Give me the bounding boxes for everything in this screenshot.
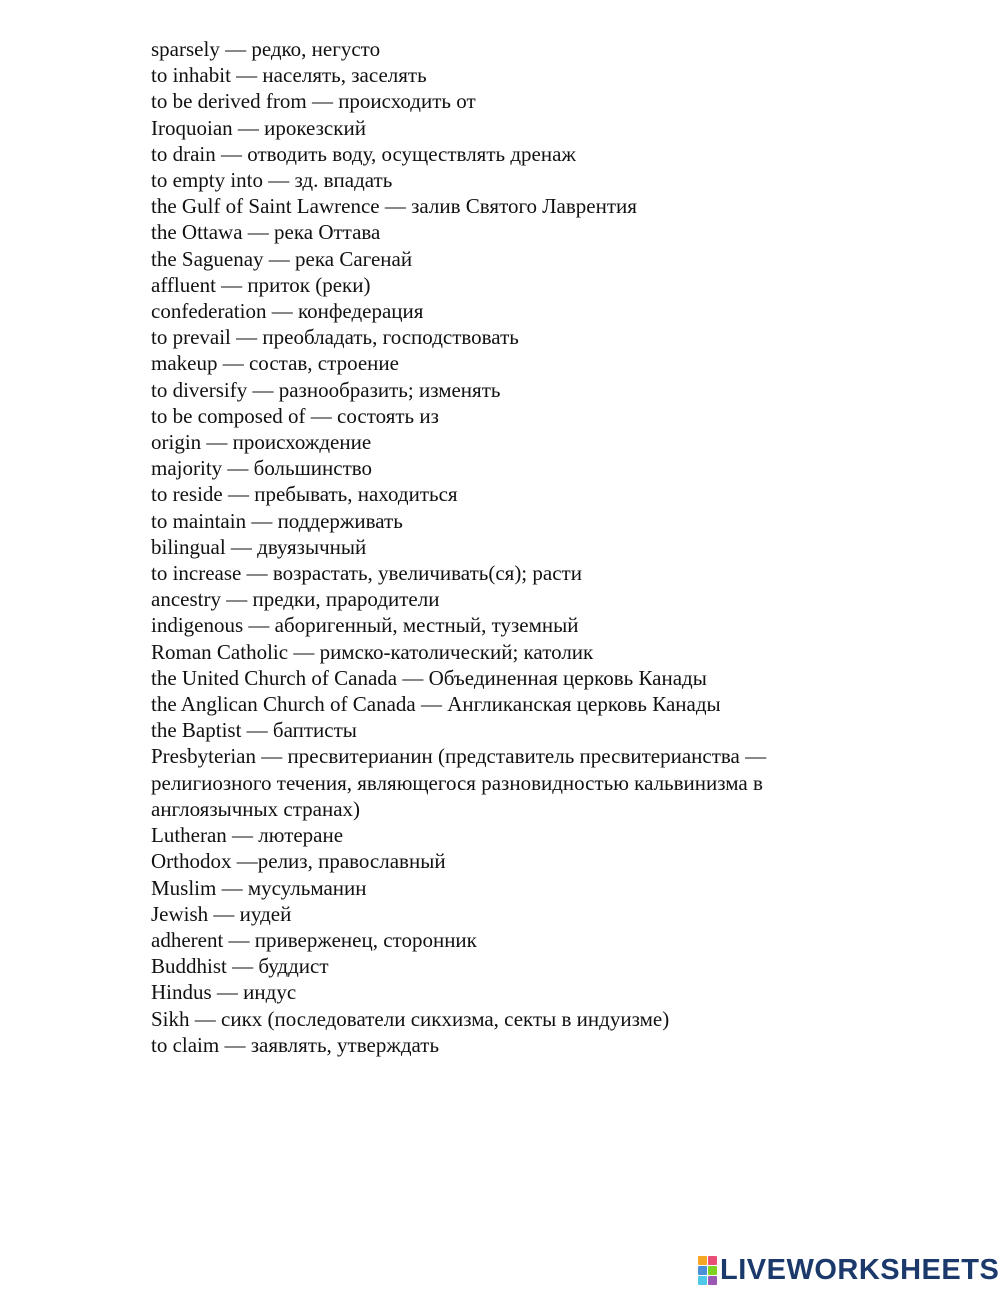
glossary-entry: sparsely — редко, негусто — [151, 37, 381, 61]
glossary-entry: the Gulf of Saint Lawrence — залив Святого Лаврентия — [151, 194, 637, 219]
glossary-entry: to drain — отводить воду, осуществлять дренаж — [151, 141, 576, 166]
glossary-entry: to increase — возрастать, увеличивать(ся); расти — [151, 561, 582, 586]
glossary-entry: Roman Catholic — римско-католический; католик — [151, 639, 594, 664]
glossary-entry: confederation — конфедерация — [151, 299, 424, 324]
glossary-entry: Presbyterian — пресвитерианин (представитель пресвитерианства — религиозного течения, являющегося разновидностью кальвинизма в англоязычных странах) — [151, 744, 767, 821]
liveworksheets-logo-icon — [698, 1256, 717, 1285]
glossary-entry: to be composed of — состоять из — [151, 403, 439, 428]
glossary-entry: the Saguenay — река Сагенай — [151, 246, 413, 271]
glossary-entry: ancestry — предки, прародители — [151, 587, 440, 612]
glossary-entry: the Anglican Church of Canada — Англиканская церковь Канады — [151, 692, 721, 717]
glossary-list — [151, 36, 851, 1058]
glossary-entry: Lutheran — лютеране — [151, 823, 344, 848]
logo-square — [698, 1266, 707, 1275]
logo-text: LIVEWORKSHEETS — [720, 1254, 1000, 1286]
glossary-entry: to reside — пребывать, находиться — [151, 482, 458, 507]
glossary-entry: indigenous — аборигенный, местный, туземный — [151, 613, 579, 638]
glossary-entry: to diversify — разнообразить; изменять — [151, 377, 501, 402]
glossary-entry: Sikh — сикх (последователи сикхизма, секты в индуизме) — [151, 1006, 670, 1031]
glossary-entry: the Baptist — баптисты — [151, 718, 357, 743]
glossary-entry: makeup — состав, строение — [151, 351, 399, 376]
glossary-entry: bilingual — двуязычный — [151, 534, 367, 559]
glossary-entry: to empty into — зд. впадать — [151, 168, 393, 193]
glossary-entry: Muslim — мусульманин — [151, 875, 367, 900]
glossary-entry: Hindus — индус — [151, 980, 297, 1005]
logo-square — [708, 1256, 717, 1265]
glossary-entry: origin — происхождение — [151, 430, 372, 455]
glossary-entry: to prevail — преобладать, господствовать — [151, 325, 519, 350]
liveworksheets-logo — [698, 1254, 999, 1286]
glossary-entry: adherent — приверженец, сторонник — [151, 927, 477, 952]
glossary-entry: to claim — заявлять, утверждать — [151, 1032, 440, 1057]
glossary-entry: the Ottawa — река Оттава — [151, 220, 381, 245]
glossary-entry: affluent — приток (реки) — [151, 272, 371, 297]
glossary-entry: to maintain — поддерживать — [151, 508, 403, 533]
logo-square — [708, 1266, 717, 1275]
logo-square — [708, 1276, 717, 1285]
glossary-entry: Iroquoian — ирокезский — [151, 115, 366, 140]
glossary-entry: the United Church of Canada — Объединенная церковь Канады — [151, 665, 707, 690]
glossary-entry: Jewish — иудей — [151, 901, 292, 926]
glossary-entry: to be derived from — происходить от — [151, 89, 476, 114]
glossary-entry: majority — большинство — [151, 456, 373, 481]
logo-square — [698, 1256, 707, 1265]
glossary-entry: Orthodox —релиз, православный — [151, 849, 446, 874]
glossary-entry: Buddhist — буддист — [151, 954, 329, 979]
logo-square — [698, 1276, 707, 1285]
glossary-entry: to inhabit — населять, заселять — [151, 63, 427, 88]
